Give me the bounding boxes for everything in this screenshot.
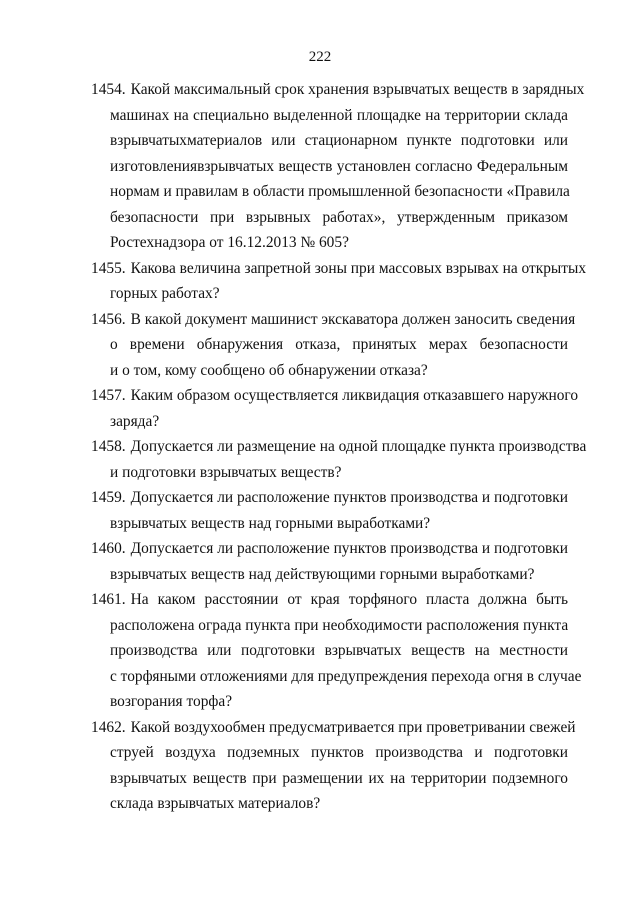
question-item xyxy=(91,383,579,434)
question-text-line: В какой документ машинист экскаватора должен заносить сведения xyxy=(130,310,576,328)
question-number: 1457. xyxy=(91,387,126,404)
question-text-line: машинах на специально выделенной площадке на территории склада xyxy=(110,106,568,124)
question-text-line: Допускается ли расположение пунктов производства и подготовки xyxy=(130,489,568,506)
question-text-line: возгорания торфа? xyxy=(110,693,233,710)
question-text-line: и подготовки взрывчатых веществ? xyxy=(110,463,342,481)
question-first-line xyxy=(91,485,568,511)
question-number: 1458. xyxy=(91,438,126,455)
question-text-line: взрывчатыхматериалов или стационарном пункте подготовки или xyxy=(110,132,568,149)
question-number: 1461. xyxy=(91,591,126,608)
question-text-line: безопасности при взрывных работах», утвержденным приказом xyxy=(110,208,568,226)
question-text-line: горных работах? xyxy=(110,285,220,302)
question-first-line xyxy=(91,715,576,741)
question-text-line: взрывчатых веществ над действующими горными выработками? xyxy=(110,565,535,583)
question-number: 1462. xyxy=(91,718,126,736)
question-text-line: На каком расстоянии от края торфяного пласта должна быть xyxy=(130,591,568,608)
question-first-line xyxy=(91,587,568,613)
question-text-line: и о том, кому сообщено об обнаружении отказа? xyxy=(110,361,428,379)
question-text-line: заряда? xyxy=(110,412,160,430)
questions-list xyxy=(91,77,587,817)
question-first-line xyxy=(91,383,579,409)
question-item xyxy=(91,256,587,307)
question-item xyxy=(91,485,568,536)
question-text-line: с торфяными отложениями для предупреждения перехода огня в случае xyxy=(110,667,582,685)
question-text-line: изготовлениявзрывчатых веществ установлен согласно Федеральным xyxy=(110,157,568,175)
question-text-line: Какой максимальный срок хранения взрывчатых веществ в зарядных xyxy=(130,81,585,98)
question-first-line xyxy=(91,256,587,282)
question-number: 1456. xyxy=(91,310,126,328)
question-number: 1454. xyxy=(91,81,126,98)
question-text-line: взрывчатых веществ над горными выработками? xyxy=(110,514,431,532)
question-item xyxy=(91,307,576,384)
question-item xyxy=(91,715,576,817)
question-item xyxy=(91,587,582,715)
question-text-line: Ростехнадзора от 16.12.2013 № 605? xyxy=(110,234,349,251)
question-first-line xyxy=(91,536,568,562)
question-text-line: Какой воздухообмен предусматривается при проветривании свежей xyxy=(130,718,576,736)
question-item xyxy=(91,77,585,256)
question-text-line: Каким образом осуществляется ликвидация отказавшего наружного xyxy=(130,387,579,404)
page-number: 222 xyxy=(308,49,332,65)
question-first-line xyxy=(91,434,587,460)
question-text-line: о времени обнаружения отказа, принятых мерах безопасности xyxy=(110,336,568,353)
question-text-line: Допускается ли размещение на одной площадке пункта производства xyxy=(130,438,587,455)
question-text-line: взрывчатых веществ при размещении их на территории подземного xyxy=(110,769,568,787)
question-text-line: склада взрывчатых материалов? xyxy=(110,795,321,812)
question-number: 1459. xyxy=(91,489,126,506)
question-text-line: Допускается ли расположение пунктов производства и подготовки xyxy=(130,540,568,557)
question-text-line: Какова величина запретной зоны при массовых взрывах на открытых xyxy=(130,259,587,277)
question-item xyxy=(91,434,587,485)
question-text-line: расположена ограда пункта при необходимости расположения пункта xyxy=(110,616,569,634)
question-text-line: струей воздуха подземных пунктов производства и подготовки xyxy=(110,744,568,761)
question-number: 1455. xyxy=(91,259,126,277)
question-first-line xyxy=(91,307,576,333)
question-item xyxy=(91,536,568,587)
question-text-line: производства или подготовки взрывчатых веществ на местности xyxy=(110,642,568,659)
question-text-line: нормам и правилам в области промышленной безопасности «Правила xyxy=(110,183,570,200)
question-number: 1460. xyxy=(91,540,126,557)
question-first-line xyxy=(91,77,585,103)
